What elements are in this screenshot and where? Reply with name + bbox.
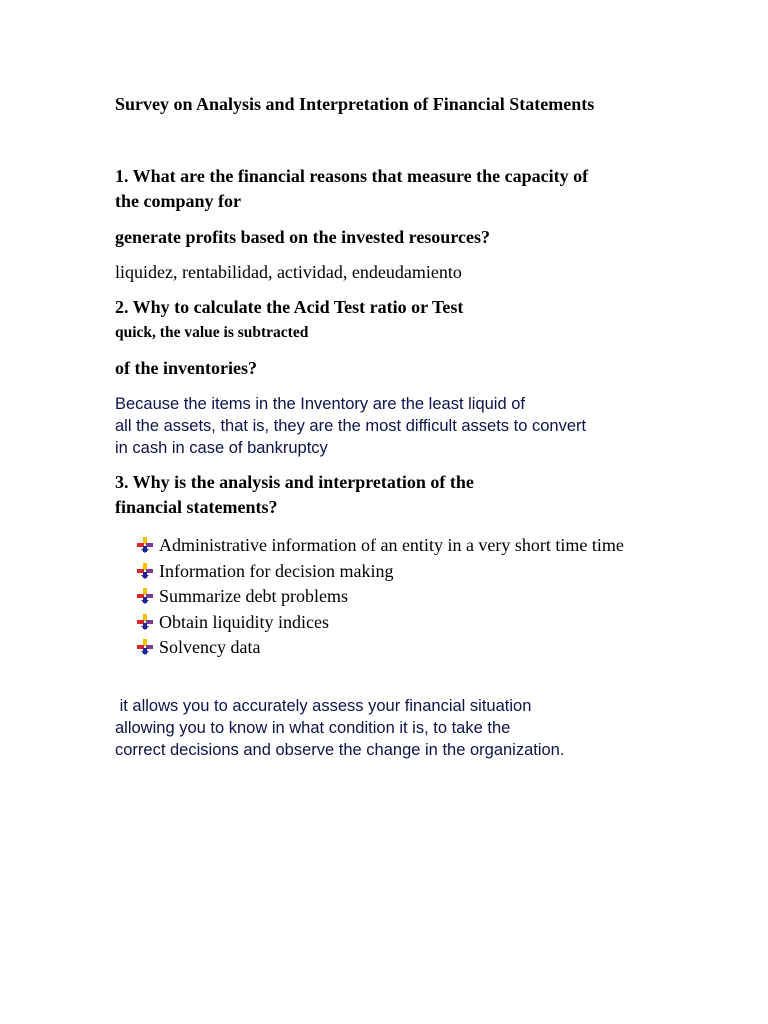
four-color-arrow-bullet-icon — [136, 562, 154, 580]
answer-2-line-1: Because the items in the Inventory are the least liquid of — [115, 395, 525, 413]
answer-1: liquidez, rentabilidad, actividad, endeudamiento — [115, 262, 462, 282]
four-color-arrow-bullet-icon — [136, 613, 154, 631]
question-3-line-2: financial statements? — [115, 497, 278, 517]
list-item — [136, 635, 656, 661]
question-1-line-3: generate profits based on the invested resources? — [115, 227, 490, 247]
bullet-text: Obtain liquidity indices — [159, 611, 329, 632]
four-color-arrow-bullet-icon — [136, 638, 154, 656]
list-item — [136, 559, 656, 585]
document-title: Survey on Analysis and Interpretation of Financial Statements — [115, 94, 595, 114]
bullet-text: Information for decision making — [159, 560, 394, 581]
reasons-bullet-list — [136, 533, 656, 661]
answer-2-line-2: all the assets, that is, they are the most difficult assets to convert — [115, 417, 587, 435]
question-1-line-1: 1. What are the financial reasons that measure the capacity of — [115, 166, 589, 186]
bullet-text: Summarize debt problems — [159, 586, 348, 606]
answer-3-line-1: it allows you to accurately assess your financial situation — [115, 697, 532, 715]
question-2-line-1: 2. Why to calculate the Acid Test ratio or Test — [115, 297, 464, 317]
list-item — [136, 610, 656, 636]
answer-2-line-3: in cash in case of bankruptcy — [115, 439, 328, 457]
bullet-text: Solvency data — [159, 637, 261, 657]
answer-3-line-3: correct decisions and observe the change in the organization. — [115, 741, 565, 759]
bullet-text: Administrative information of an entity in a very short time time — [159, 535, 624, 555]
question-3-line-1: 3. Why is the analysis and interpretation of the — [115, 472, 474, 492]
four-color-arrow-bullet-icon — [136, 536, 154, 554]
four-color-arrow-bullet-icon — [136, 587, 154, 605]
question-2-line-2: quick, the value is subtracted — [115, 324, 309, 341]
question-2-line-3: of the inventories? — [115, 358, 257, 378]
list-item — [136, 584, 656, 610]
question-1-line-2: the company for — [115, 191, 241, 211]
answer-3-line-2: allowing you to know in what condition it is, to take the — [115, 719, 511, 737]
list-item — [136, 533, 656, 559]
